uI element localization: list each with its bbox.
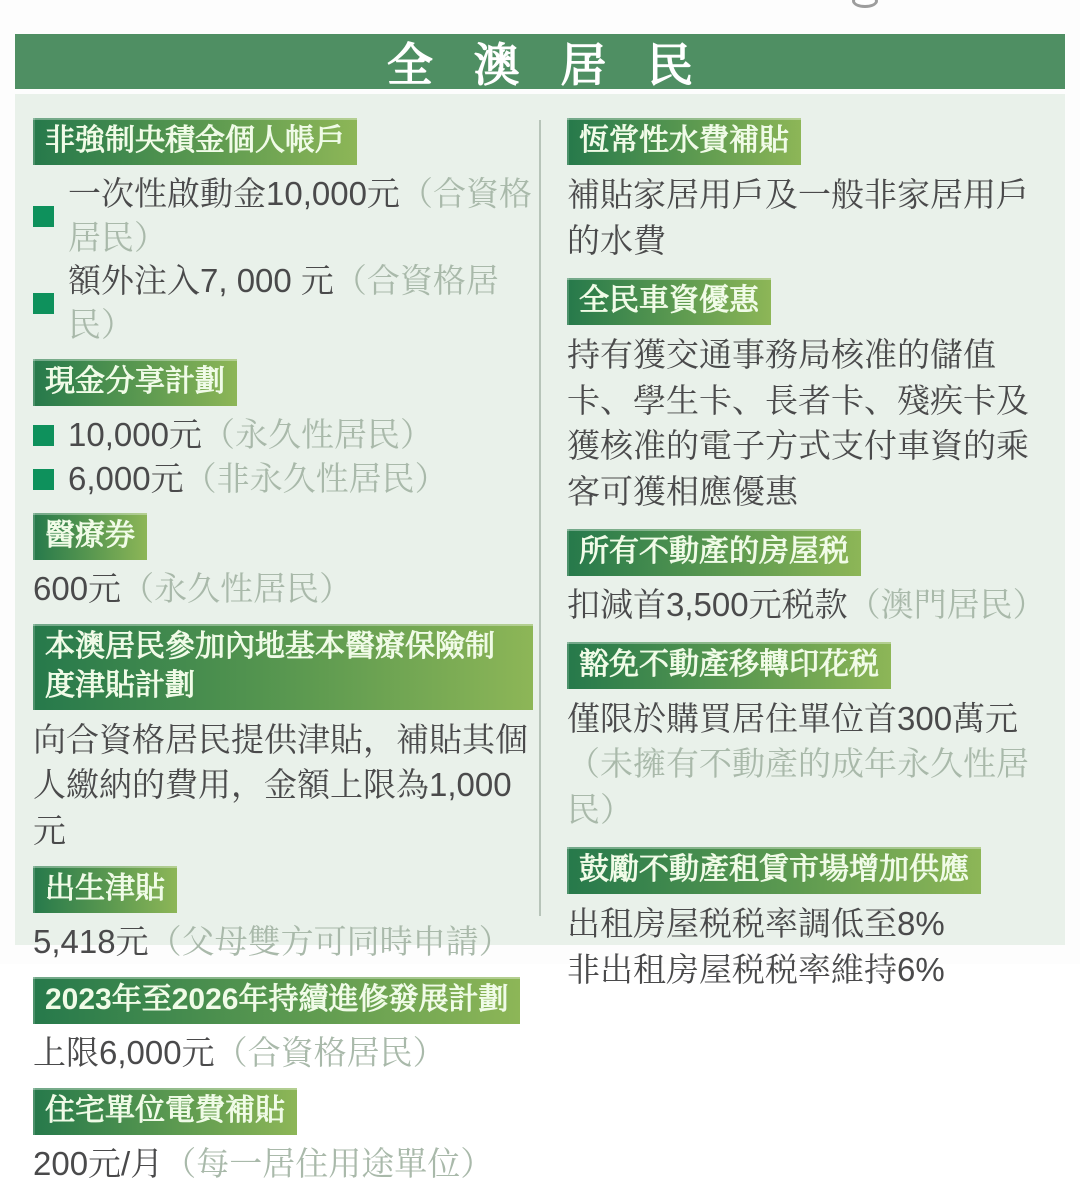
- benefit-item: [33, 259, 533, 346]
- section-badge: 恆常性水費補貼: [567, 118, 801, 165]
- item-value: 6,000元: [68, 459, 184, 497]
- section-badge: 醫療券: [33, 513, 147, 560]
- item-value: 一次性啟動金10,000元: [68, 175, 400, 212]
- section-badge: 本澳居民參加內地基本醫療保險制度津貼計劃: [33, 624, 533, 710]
- benefit-item: [33, 1031, 533, 1075]
- item-text: [33, 567, 352, 611]
- item-text: [33, 1031, 446, 1075]
- benefit-item: [33, 413, 533, 457]
- section-badge: 非強制央積金個人帳戶: [33, 118, 357, 165]
- benefits-panel: [15, 94, 1065, 1182]
- item-value: 扣減首3,500元税款: [567, 586, 848, 624]
- section-badge: 豁免不動產移轉印花税: [567, 642, 891, 689]
- section-property-tax: [567, 529, 1049, 627]
- item-text: [68, 413, 433, 457]
- section-badge: 住宅單位電費補貼: [33, 1088, 297, 1135]
- item-text: [68, 259, 533, 346]
- section-rental-market: [567, 847, 1049, 992]
- item-text: [68, 457, 448, 501]
- benefit-item: [33, 457, 533, 501]
- item-text: [68, 172, 533, 259]
- section-continuing-education: [33, 977, 533, 1075]
- item-value: 600元: [33, 570, 122, 608]
- benefit-item: [33, 567, 533, 611]
- section-line: 出租房屋税税率調低至8%: [567, 905, 945, 943]
- section-mainland-medical-insurance: [33, 624, 533, 854]
- section-badge: 出生津貼: [33, 866, 177, 913]
- section-water-subsidy: [567, 118, 1049, 263]
- square-bullet-icon: [33, 293, 54, 314]
- section-electricity-subsidy: [33, 1088, 533, 1185]
- item-note: （非永久性居民）: [183, 459, 448, 497]
- benefit-item: [33, 920, 533, 964]
- item-text: [33, 920, 512, 964]
- section-birth-allowance: [33, 866, 533, 964]
- page-title: 全 澳 居 民: [386, 38, 708, 91]
- section-body: 向合資格居民提供津貼，補貼其個人繳納的費用，金額上限為1,000元: [33, 720, 528, 849]
- section-badge: 鼓勵不動產租賃市場增加供應: [567, 847, 981, 894]
- item-value: 10,000元: [68, 416, 202, 454]
- item-note: （澳門居民）: [847, 586, 1046, 624]
- item-note: （合資格居民）: [214, 1033, 446, 1071]
- section-body: 持有獲交通事務局核准的儲值卡、學生卡、長者卡、殘疾卡及獲核准的電子方式支付車資的乘客可獲相應優惠: [567, 336, 1029, 510]
- section-body: 補貼家居用戶及一般非家居用戶的水費: [567, 176, 1029, 259]
- item-value: 額外注入7, 000 元: [68, 262, 334, 300]
- section-body: 僅限於購買居住單位首300萬元: [567, 699, 1019, 737]
- left-column: [33, 118, 533, 1182]
- item-note: （合資格居民）: [68, 262, 499, 343]
- section-badge: 現金分享計劃: [33, 359, 237, 406]
- section-line: 非出租房屋税税率維持6%: [567, 950, 945, 988]
- section-fare-discount: [567, 278, 1049, 514]
- item-note: （永久性居民）: [201, 416, 433, 454]
- section-badge: 2023年至2026年持續進修發展計劃: [33, 977, 520, 1024]
- item-value: 5,418元: [33, 923, 149, 961]
- section-badge: 所有不動產的房屋税: [567, 529, 861, 576]
- section-note: （未擁有不動產的成年永久性居民）: [567, 745, 1029, 828]
- benefit-item: [567, 583, 1049, 627]
- square-bullet-icon: [33, 206, 54, 227]
- cropped-corner-graphic: [852, 0, 878, 8]
- item-value: 上限6,000元: [33, 1033, 215, 1071]
- item-note: （每一居住用途單位）: [163, 1144, 494, 1182]
- item-text: [567, 583, 1046, 627]
- section-stamp-duty-exemption: [567, 642, 1049, 833]
- benefit-item: [33, 172, 533, 259]
- item-note: （合資格居民）: [68, 175, 532, 256]
- item-note: （父母雙方可同時申請）: [148, 923, 512, 961]
- item-value: 200元/月: [33, 1144, 164, 1182]
- section-cash-sharing: [33, 359, 533, 500]
- item-note: （永久性居民）: [121, 570, 353, 608]
- square-bullet-icon: [33, 425, 54, 446]
- title-banner: [15, 34, 1065, 89]
- right-column: [543, 118, 1049, 988]
- section-badge: 全民車資優惠: [567, 278, 771, 325]
- section-provident-fund: [33, 118, 533, 346]
- square-bullet-icon: [33, 469, 54, 490]
- section-medical-voucher: [33, 513, 533, 611]
- column-divider: [539, 120, 541, 916]
- benefit-item: [33, 1142, 533, 1185]
- item-text: [33, 1142, 493, 1185]
